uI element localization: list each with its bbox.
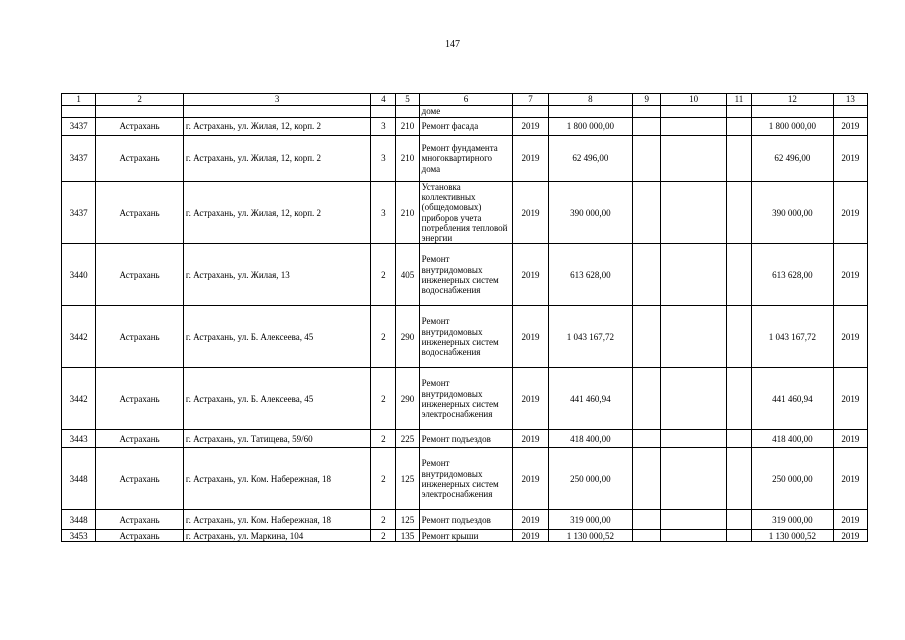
table-cell: [726, 106, 751, 118]
table-cell: [661, 182, 726, 244]
completion-year-cell: 2019: [833, 510, 867, 530]
continuation-text: доме: [419, 106, 513, 118]
table-row: [62, 448, 868, 510]
year-cell: 2019: [513, 368, 548, 430]
work-type-cell: Ремонт фасада: [419, 118, 513, 136]
table-row: [62, 136, 868, 182]
year-cell: 2019: [513, 244, 548, 306]
work-type-cell: Ремонт подъездов: [419, 510, 513, 530]
floors-cell: 2: [371, 430, 396, 448]
cost-sum-cell: 250 000,00: [752, 448, 834, 510]
table-cell: [726, 430, 751, 448]
area-cell: 290: [396, 368, 419, 430]
cost-sum-cell: 62 496,00: [752, 136, 834, 182]
object-id-cell: 3442: [62, 368, 96, 430]
table-row: [62, 510, 868, 530]
floors-cell: 3: [371, 136, 396, 182]
address-cell: г. Астрахань, ул. Ком. Набережная, 18: [183, 510, 370, 530]
address-cell: г. Астрахань, ул. Б. Алексеева, 45: [183, 306, 370, 368]
table-cell: [661, 448, 726, 510]
table-cell: [661, 136, 726, 182]
table-cell: [633, 430, 661, 448]
address-cell: г. Астрахань, ул. Жилая, 12, корп. 2: [183, 136, 370, 182]
cost-sum-cell: 418 400,00: [752, 430, 834, 448]
table-cell: [633, 530, 661, 542]
year-cell: 2019: [513, 118, 548, 136]
completion-year-cell: 2019: [833, 182, 867, 244]
table-cell: [726, 530, 751, 542]
completion-year-cell: 2019: [833, 530, 867, 542]
year-cell: 2019: [513, 136, 548, 182]
table-cell: [633, 244, 661, 306]
work-type-cell: Установка коллективных (общедомовых) приборов учета потребления тепловой энергии: [419, 182, 513, 244]
city-cell: Астрахань: [96, 118, 184, 136]
completion-year-cell: 2019: [833, 306, 867, 368]
table-cell: [661, 244, 726, 306]
year-cell: 2019: [513, 448, 548, 510]
object-id-cell: 3437: [62, 136, 96, 182]
total-cost-cell: 1 043 167,72: [548, 306, 633, 368]
floors-cell: 2: [371, 530, 396, 542]
table-cell: [726, 136, 751, 182]
column-number-header: 10: [661, 94, 726, 106]
total-cost-cell: 441 460,94: [548, 368, 633, 430]
year-cell: 2019: [513, 430, 548, 448]
cost-sum-cell: 441 460,94: [752, 368, 834, 430]
area-cell: 225: [396, 430, 419, 448]
table-cell: [633, 448, 661, 510]
table-cell: [833, 106, 867, 118]
work-type-cell: Ремонт внутридомовых инженерных систем водоснабжения: [419, 244, 513, 306]
table-cell: [726, 182, 751, 244]
area-cell: 290: [396, 306, 419, 368]
address-cell: г. Астрахань, ул. Ком. Набережная, 18: [183, 448, 370, 510]
area-cell: 405: [396, 244, 419, 306]
table-cell: [633, 182, 661, 244]
total-cost-cell: 390 000,00: [548, 182, 633, 244]
table-cell: [371, 106, 396, 118]
table-cell: [752, 106, 834, 118]
table-cell: [96, 106, 184, 118]
column-number-header: 2: [96, 94, 184, 106]
area-cell: 135: [396, 530, 419, 542]
table-cell: [661, 510, 726, 530]
address-cell: г. Астрахань, ул. Жилая, 12, корп. 2: [183, 118, 370, 136]
total-cost-cell: 319 000,00: [548, 510, 633, 530]
table-cell: [726, 510, 751, 530]
cost-sum-cell: 1 130 000,52: [752, 530, 834, 542]
table-cell: [661, 306, 726, 368]
table-cell: [513, 106, 548, 118]
floors-cell: 2: [371, 368, 396, 430]
table-row: [62, 244, 868, 306]
address-cell: г. Астрахань, ул. Жилая, 13: [183, 244, 370, 306]
floors-cell: 3: [371, 118, 396, 136]
object-id-cell: 3443: [62, 430, 96, 448]
column-number-header: 8: [548, 94, 633, 106]
table-cell: [726, 368, 751, 430]
city-cell: Астрахань: [96, 530, 184, 542]
object-id-cell: 3437: [62, 118, 96, 136]
total-cost-cell: 62 496,00: [548, 136, 633, 182]
year-cell: 2019: [513, 182, 548, 244]
floors-cell: 2: [371, 306, 396, 368]
year-cell: 2019: [513, 306, 548, 368]
address-cell: г. Астрахань, ул. Татищева, 59/60: [183, 430, 370, 448]
object-id-cell: 3448: [62, 448, 96, 510]
object-id-cell: 3442: [62, 306, 96, 368]
table-cell: [661, 430, 726, 448]
cost-sum-cell: 1 043 167,72: [752, 306, 834, 368]
table-cell: [633, 106, 661, 118]
object-id-cell: 3437: [62, 182, 96, 244]
year-cell: 2019: [513, 510, 548, 530]
work-type-cell: Ремонт подъездов: [419, 430, 513, 448]
table-row: [62, 530, 868, 542]
table-cell: [726, 306, 751, 368]
table-cell: [661, 368, 726, 430]
table-row: [62, 182, 868, 244]
city-cell: Астрахань: [96, 448, 184, 510]
table-cell: [633, 510, 661, 530]
repair-program-table: [61, 93, 868, 542]
address-cell: г. Астрахань, ул. Б. Алексеева, 45: [183, 368, 370, 430]
total-cost-cell: 613 628,00: [548, 244, 633, 306]
cost-sum-cell: 1 800 000,00: [752, 118, 834, 136]
column-number-header-row: [62, 94, 868, 106]
column-number-header: 3: [183, 94, 370, 106]
table-row: [62, 118, 868, 136]
table-cell: [726, 118, 751, 136]
cost-sum-cell: 319 000,00: [752, 510, 834, 530]
completion-year-cell: 2019: [833, 368, 867, 430]
table-cell: [661, 106, 726, 118]
city-cell: Астрахань: [96, 136, 184, 182]
column-number-header: 4: [371, 94, 396, 106]
area-cell: 125: [396, 448, 419, 510]
cost-sum-cell: 390 000,00: [752, 182, 834, 244]
total-cost-cell: 1 800 000,00: [548, 118, 633, 136]
total-cost-cell: 418 400,00: [548, 430, 633, 448]
area-cell: 210: [396, 136, 419, 182]
year-cell: 2019: [513, 530, 548, 542]
object-id-cell: 3440: [62, 244, 96, 306]
floors-cell: 2: [371, 244, 396, 306]
column-number-header: 9: [633, 94, 661, 106]
column-number-header: 13: [833, 94, 867, 106]
completion-year-cell: 2019: [833, 448, 867, 510]
table-row: [62, 306, 868, 368]
address-cell: г. Астрахань, ул. Маркина, 104: [183, 530, 370, 542]
area-cell: 125: [396, 510, 419, 530]
table-cell: [633, 368, 661, 430]
table-cell: [661, 118, 726, 136]
table-cell: [396, 106, 419, 118]
continuation-row: [62, 106, 868, 118]
column-number-header: 5: [396, 94, 419, 106]
table-cell: [183, 106, 370, 118]
completion-year-cell: 2019: [833, 244, 867, 306]
object-id-cell: 3453: [62, 530, 96, 542]
cost-sum-cell: 613 628,00: [752, 244, 834, 306]
work-type-cell: Ремонт фундамента многоквартирного дома: [419, 136, 513, 182]
city-cell: Астрахань: [96, 430, 184, 448]
floors-cell: 2: [371, 510, 396, 530]
table-row: [62, 430, 868, 448]
work-type-cell: Ремонт крыши: [419, 530, 513, 542]
table-cell: [633, 136, 661, 182]
table-cell: [726, 448, 751, 510]
table-cell: [726, 244, 751, 306]
city-cell: Астрахань: [96, 244, 184, 306]
column-number-header: 12: [752, 94, 834, 106]
address-cell: г. Астрахань, ул. Жилая, 12, корп. 2: [183, 182, 370, 244]
object-id-cell: 3448: [62, 510, 96, 530]
work-type-cell: Ремонт внутридомовых инженерных систем электроснабжения: [419, 368, 513, 430]
column-number-header: 11: [726, 94, 751, 106]
column-number-header: 1: [62, 94, 96, 106]
total-cost-cell: 250 000,00: [548, 448, 633, 510]
table-cell: [633, 118, 661, 136]
floors-cell: 3: [371, 182, 396, 244]
column-number-header: 6: [419, 94, 513, 106]
work-type-cell: Ремонт внутридомовых инженерных систем электроснабжения: [419, 448, 513, 510]
work-type-cell: Ремонт внутридомовых инженерных систем водоснабжения: [419, 306, 513, 368]
area-cell: 210: [396, 118, 419, 136]
area-cell: 210: [396, 182, 419, 244]
table-row: [62, 368, 868, 430]
city-cell: Астрахань: [96, 510, 184, 530]
table-cell: [661, 530, 726, 542]
table-cell: [633, 306, 661, 368]
page-number: 147: [445, 39, 460, 50]
table-cell: [548, 106, 633, 118]
table-cell: [62, 106, 96, 118]
column-number-header: 7: [513, 94, 548, 106]
city-cell: Астрахань: [96, 306, 184, 368]
total-cost-cell: 1 130 000,52: [548, 530, 633, 542]
floors-cell: 2: [371, 448, 396, 510]
completion-year-cell: 2019: [833, 430, 867, 448]
city-cell: Астрахань: [96, 182, 184, 244]
completion-year-cell: 2019: [833, 118, 867, 136]
city-cell: Астрахань: [96, 368, 184, 430]
completion-year-cell: 2019: [833, 136, 867, 182]
